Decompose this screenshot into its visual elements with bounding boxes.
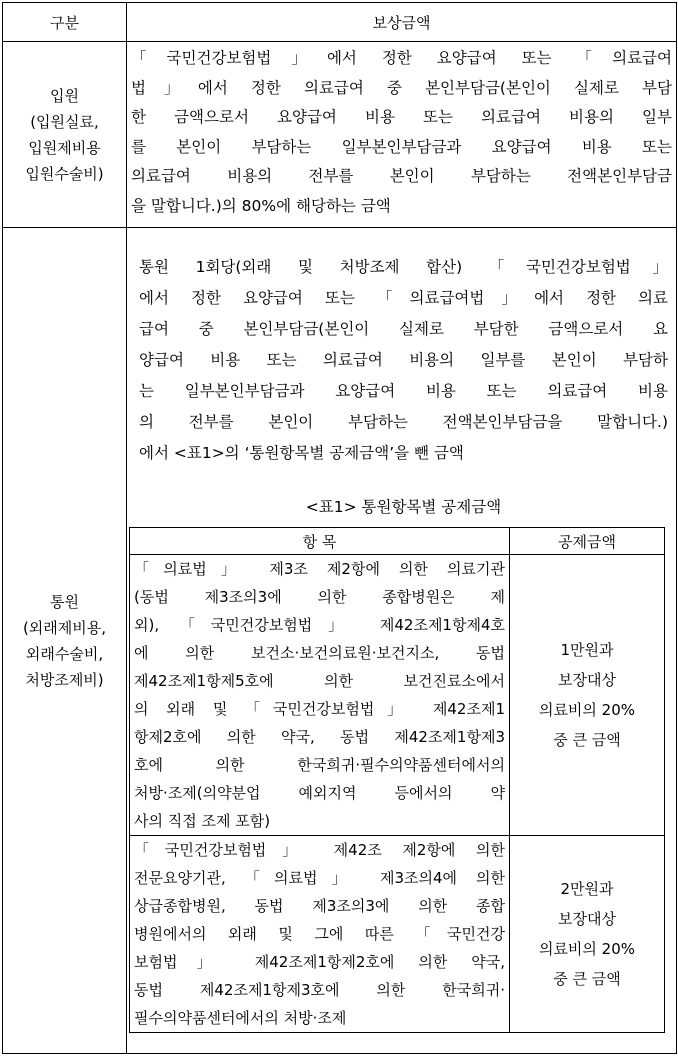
inpatient-text-line: 를 본인이 부담하는 일부본인부담금과 요양급여 비용 또는 xyxy=(131,137,672,156)
deduction-amount xyxy=(510,836,665,1033)
compensation-table xyxy=(2,2,677,1054)
deduction-amount-line: 중 큰 금액 xyxy=(553,731,621,749)
outpatient-label-line: (외래제비용, xyxy=(22,618,107,637)
outpatient-text-line: 에서 <표1>의 ‘통원항목별 공제금액’을 뺀 금액 xyxy=(139,444,464,462)
deduction-item-line: 상급종합병원, 동법 제3조의3에 의한 종합 xyxy=(134,897,505,915)
deduction-item-line: 의 외래 및 「국민건강보험법」 제42조제1 xyxy=(134,700,505,718)
deduction-amount-line: 2만원과 xyxy=(560,880,614,898)
header-category: 구분 xyxy=(3,3,127,42)
outpatient-text-line: 양급여 비용 또는 의료급여 비용의 일부를 본인이 부담하 xyxy=(139,351,668,369)
deduction-item-line: 병원에서의 외래 및 그에 따른 「국민건강 xyxy=(134,925,505,943)
deduction-item-line: (동법 제3조의3에 의한 종합병원은 제 xyxy=(134,588,505,606)
inpatient-label-line: (입원실료, xyxy=(30,112,99,131)
deduction-amount-line: 1만원과 xyxy=(560,641,614,659)
outpatient-label-line: 처방조제비) xyxy=(25,670,104,689)
deduction-row xyxy=(130,836,665,1033)
deduction-amount-line: 보장대상 xyxy=(558,671,616,689)
inpatient-text-line: 법」에서 정한 의료급여 중 본인부담금(본인이 실제로 부담 xyxy=(131,78,672,97)
deduction-header-item: 항 목 xyxy=(130,528,510,555)
document xyxy=(2,2,676,1055)
inpatient-amount xyxy=(127,42,677,228)
inpatient-text-line: 을 말합니다.)의 80%에 해당하는 금액 xyxy=(131,196,391,215)
deduction-amount-line: 중 큰 금액 xyxy=(553,970,621,988)
deduction-header-amount: 공제금액 xyxy=(510,528,665,555)
deduction-item-line: 에 의한 보건소·보건의료원·보건지소, 동법 xyxy=(134,644,505,662)
inpatient-label xyxy=(3,42,127,228)
deduction-item-line: 동법 제42조제1항제3호에 의한 한국희귀· xyxy=(134,981,505,999)
deduction-item-line: 전문요양기관, 「의료법」 제3조의4에 의한 xyxy=(134,869,505,887)
deduction-table xyxy=(129,527,665,1033)
deduction-item xyxy=(130,836,510,1033)
inpatient-label-line: 입원수술비) xyxy=(25,164,104,183)
deduction-item xyxy=(130,555,510,836)
deduction-row xyxy=(130,555,665,836)
deduction-item-line: 보험법」 제42조제1항제2호에 의한 약국, xyxy=(134,953,505,971)
deduction-amount-line: 보장대상 xyxy=(558,910,616,928)
outpatient-label xyxy=(3,228,127,1054)
row-inpatient xyxy=(3,42,677,228)
outpatient-amount xyxy=(127,228,677,1054)
deduction-item-line: 사의 직접 조제 포함) xyxy=(134,812,271,830)
deduction-item-line: 항제2호에 의한 약국, 동법 제42조제1항제3 xyxy=(134,728,505,746)
row-outpatient xyxy=(3,228,677,1054)
deduction-amount-line: 의료비의 20% xyxy=(538,701,636,719)
deduction-item-line: 필수의약품센터에서의 처방·조제 xyxy=(134,1009,347,1027)
inpatient-text-line: 의료급여 비용의 전부를 본인이 부담하는 전액본인부담금 xyxy=(131,167,672,185)
deduction-item-line: 「국민건강보험법」 제42조 제2항에 의한 xyxy=(134,841,505,859)
deduction-item-line: 「의료법」 제3조 제2항에 의한 의료기관 xyxy=(134,560,505,578)
table-header-row xyxy=(3,3,677,42)
deduction-amount xyxy=(510,555,665,836)
outpatient-text-line: 의 전부를 본인이 부담하는 전액본인부담금을 말합니다.) xyxy=(139,413,668,431)
deduction-item-line: 제42조제1항제5호에 의한 보건진료소에서 xyxy=(134,672,505,690)
inpatient-label-line: 입원제비용 xyxy=(28,138,101,157)
deduction-item-line: 호에 의한 한국희귀·필수의약품센터에서의 xyxy=(134,756,505,774)
outpatient-text-line: 는 일부본인부담금과 요양급여 비용 또는 의료급여 비용 xyxy=(139,382,668,400)
outpatient-text-line: 통원 1회당(외래 및 처방조제 합산) 「국민건강보험법」 xyxy=(139,258,668,276)
subtable-title: <표1> 통원항목별 공제금액 xyxy=(305,498,502,516)
deduction-item-line: 처방·조제(의약분업 예외지역 등에서의 약 xyxy=(134,784,505,802)
inpatient-text-line: 한 금액으로서 요양급여 비용 또는 의료급여 비용의 일부 xyxy=(131,108,672,126)
outpatient-label-line: 통원 xyxy=(50,592,79,611)
outpatient-text-line: 에서 정한 요양급여 또는 「의료급여법」에서 정한 의료 xyxy=(139,289,668,307)
deduction-amount-line: 의료비의 20% xyxy=(538,940,636,958)
outpatient-label-line: 외래수술비, xyxy=(25,644,104,663)
inpatient-text-line: 「국민건강보험법」에서 정한 요양급여 또는 「의료급여 xyxy=(131,49,672,67)
deduction-item-line: 외), 「국민건강보험법」 제42조제1항제4호 xyxy=(134,616,505,634)
inpatient-label-line: 입원 xyxy=(50,86,79,105)
header-amount: 보상금액 xyxy=(127,3,677,42)
deduction-header-row xyxy=(130,528,665,555)
outpatient-text-line: 급여 중 본인부담금(본인이 실제로 부담한 금액으로서 요 xyxy=(139,320,668,338)
